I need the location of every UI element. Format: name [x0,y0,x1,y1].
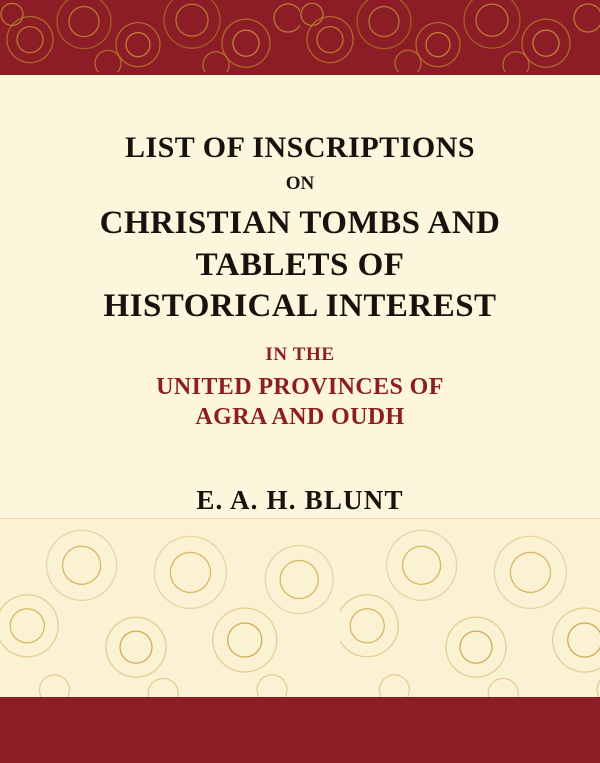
title-line-1: LIST OF INSCRIPTIONS [124,131,476,164]
subtitle-intro: IN THE [265,344,335,366]
author-name: E. A. H. BLUNT [196,485,404,516]
scroll-ornament-band [0,518,600,699]
subtitle-line-2: AGRA AND OUDH [195,404,405,431]
title-line-3: CHRISTIAN TOMBS AND [99,205,501,242]
floral-scroll-ornament-icon [0,519,600,697]
subtitle-line-1: UNITED PROVINCES OF [156,374,444,401]
floral-scroll-ornament-icon [0,0,600,72]
title-block [0,75,600,521]
bottom-band [0,699,600,763]
title-line-5: HISTORICAL INTEREST [103,288,497,325]
top-ornament-band [0,0,600,72]
title-line-2: ON [285,173,315,195]
title-line-4: TABLETS OF [195,246,405,283]
